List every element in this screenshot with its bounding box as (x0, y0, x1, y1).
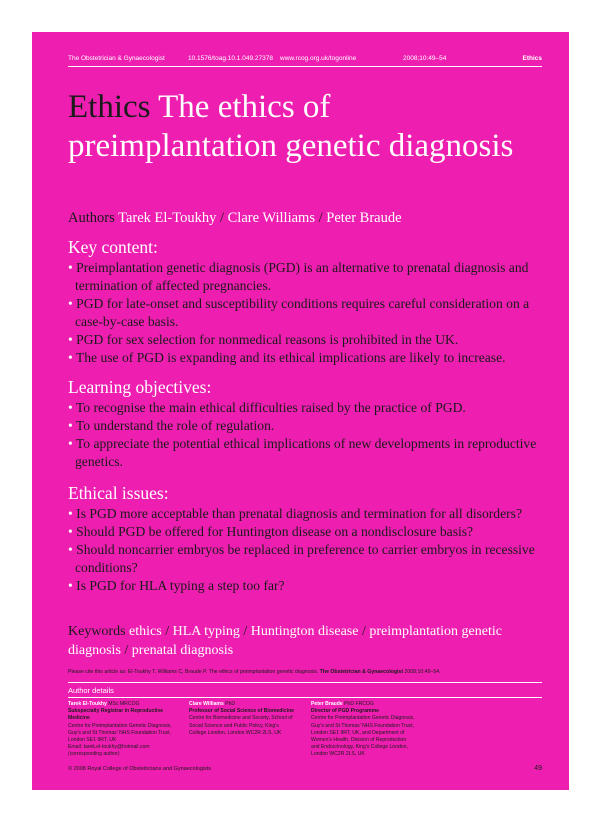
author-details-rule (68, 682, 542, 683)
keyword[interactable]: HLA typing (172, 624, 240, 639)
list-item-text: The use of PGD is expanding and its ethical implications are likely to increase. (75, 350, 506, 365)
ethical-issues-heading: Ethical issues: (68, 483, 169, 503)
author-detail-line: (corresponding author) (68, 751, 120, 758)
doi[interactable]: 10.1576/toag.10.1.049.27378 (188, 55, 273, 62)
list-item-text: Should PGD be offered for Huntington disease on a nondisclosure basis? (76, 524, 474, 539)
author-detail-line: Centre for Preimplantation Genetic Diagnosis, (311, 715, 415, 722)
separator: / (165, 624, 170, 639)
bullet-icon: • (68, 436, 73, 451)
title-text: The ethics of preimplantation genetic diagnosis (68, 89, 514, 164)
list-item-text: To appreciate the potential ethical implications of new developments in reproductive genetics. (75, 436, 537, 469)
list-item-text: Should noncarrier embryos be replaced in preference to carrier embryos in recessive conditions? (75, 542, 535, 575)
list-item (68, 295, 548, 331)
author-detail-line: Guy's and St Thomas' NHS Foundation Trust, (68, 729, 171, 736)
bullet-icon: • (68, 332, 73, 347)
citation-text: Please cite this article as: El-Toukhy T, Williams C, Braude P. The ethics of preimplantation genetic diagnosis. (68, 669, 319, 675)
bullet-icon: • (68, 260, 73, 275)
separator: / (219, 210, 224, 226)
copyright-text: © 2008 Royal College of Obstetricians and Gynaecologists (68, 766, 212, 772)
author-detail-name: Clare Williams (189, 701, 224, 707)
bullet-icon: • (68, 524, 73, 539)
key-content-heading: Key content: (68, 237, 158, 257)
keyword[interactable]: prenatal diagnosis (131, 643, 234, 658)
list-item-text: PGD for sex selection for nonmedical reasons is prohibited in the UK. (76, 332, 459, 347)
bullet-icon: • (68, 542, 73, 557)
citation-volume: 2008;10:49–54. (404, 669, 441, 675)
author-detail-column (311, 701, 426, 759)
bullet-icon: • (68, 296, 73, 311)
author-detail-line: Women's Health, Division of Reproduction (311, 737, 407, 744)
keyword[interactable]: Huntington disease (250, 624, 359, 639)
author-detail-degrees: MSc MRCOG (108, 701, 140, 707)
author-name[interactable]: Clare Williams (227, 210, 315, 226)
list-item (68, 505, 548, 523)
learning-objectives-heading: Learning objectives: (68, 377, 212, 397)
author-detail-line: Social Science and Public Policy, King's (189, 722, 279, 729)
list-item (68, 349, 548, 367)
author-detail-line: Guy's and St Thomas' NHS Foundation Trust, (311, 722, 414, 729)
authors-line (68, 210, 402, 227)
website-link[interactable]: www.rcog.org.uk/togonline (280, 55, 357, 62)
keywords-label: Keywords (68, 624, 126, 639)
title-section-tag: Ethics (68, 89, 151, 125)
author-detail-name: Peter Braude (311, 701, 343, 707)
list-item-text: Is PGD more acceptable than prenatal diagnosis and termination for all disorders? (76, 506, 522, 521)
ethical-issues-section (68, 483, 548, 595)
authors-label: Authors (68, 210, 115, 226)
author-detail-line: London SE1 9RT, UK, and Department of (311, 729, 405, 736)
author-name[interactable]: Peter Braude (326, 210, 402, 226)
ethical-issues-list (68, 505, 548, 595)
list-item (68, 523, 548, 541)
author-detail-line: Centre for Preimplantation Genetic Diagnosis, (68, 722, 172, 729)
page-footer (68, 766, 542, 772)
author-detail-line: Centre for Biomedicine and Society, School of (189, 715, 293, 722)
list-item (68, 259, 548, 295)
citation-note (68, 669, 548, 675)
list-item (68, 417, 548, 435)
author-detail-role: Professor of Social Science of Biomedicine (189, 708, 295, 715)
author-detail-line: College London, London WC2R 2LS, UK (189, 729, 282, 736)
learning-objectives-list (68, 399, 548, 471)
author-detail-name: Tarek El-Toukhy (68, 701, 107, 707)
keyword[interactable]: ethics (129, 624, 162, 639)
volume-info: 2008;10:49–54 (403, 55, 447, 62)
list-item-text: Preimplantation genetic diagnosis (PGD) is an alternative to prenatal diagnosis and termination of affected pregnancies. (75, 260, 529, 293)
article-page (32, 32, 569, 790)
bullet-icon: • (68, 350, 73, 365)
author-detail-line: London SE1 9RT, UK (68, 737, 117, 744)
author-detail-column (189, 701, 304, 737)
learning-objectives-section (68, 377, 548, 471)
section-label: Ethics (522, 55, 542, 62)
author-detail-column (68, 701, 183, 759)
author-detail-degrees: PhD (225, 701, 236, 707)
keywords-line (68, 622, 538, 660)
author-email[interactable]: Email: tarek.el-toukhy@hotmail.com (68, 744, 150, 751)
list-item (68, 331, 548, 349)
list-item (68, 577, 548, 595)
author-detail-line: and Endocrinology, King's College London, (311, 744, 408, 751)
author-detail-line: London WC2R 2LS, UK (311, 751, 365, 758)
separator: / (318, 210, 323, 226)
bullet-icon: • (68, 418, 73, 433)
keyword[interactable]: preimplantation genetic diagnosis (68, 624, 502, 658)
key-content-section (68, 237, 548, 367)
author-detail-role: Subspecialty Registrar in Reproductive Medicine (68, 708, 164, 722)
bullet-icon: • (68, 400, 73, 415)
separator: / (361, 624, 366, 639)
author-detail-role: Director of PGD Programme (311, 708, 379, 715)
author-detail-degrees: PhD FRCOG (344, 701, 374, 707)
key-content-list (68, 259, 548, 367)
journal-name: The Obstetrician & Gynaecologist (68, 55, 165, 62)
page-number: 49 (534, 765, 542, 772)
list-item-text: Is PGD for HLA typing a step too far? (76, 578, 285, 593)
separator: / (243, 624, 248, 639)
author-details-heading: Author details (68, 686, 114, 695)
author-name[interactable]: Tarek El-Toukhy (118, 210, 217, 226)
list-item-text: To understand the role of regulation. (75, 418, 275, 433)
separator: / (124, 643, 129, 658)
author-details-rule (68, 697, 542, 698)
list-item-text: To recognise the main ethical difficulties raised by the practice of PGD. (75, 400, 466, 415)
article-title (68, 88, 538, 166)
citation-journal: The Obstetrician & Gynaecologist (319, 669, 404, 675)
list-item-text: PGD for late-onset and susceptibility conditions requires careful consideration on a case-by-case basis. (75, 296, 530, 329)
bullet-icon: • (68, 506, 73, 521)
list-item (68, 435, 548, 471)
list-item (68, 399, 548, 417)
header-rule (68, 66, 542, 67)
bullet-icon: • (68, 578, 73, 593)
list-item (68, 541, 548, 577)
